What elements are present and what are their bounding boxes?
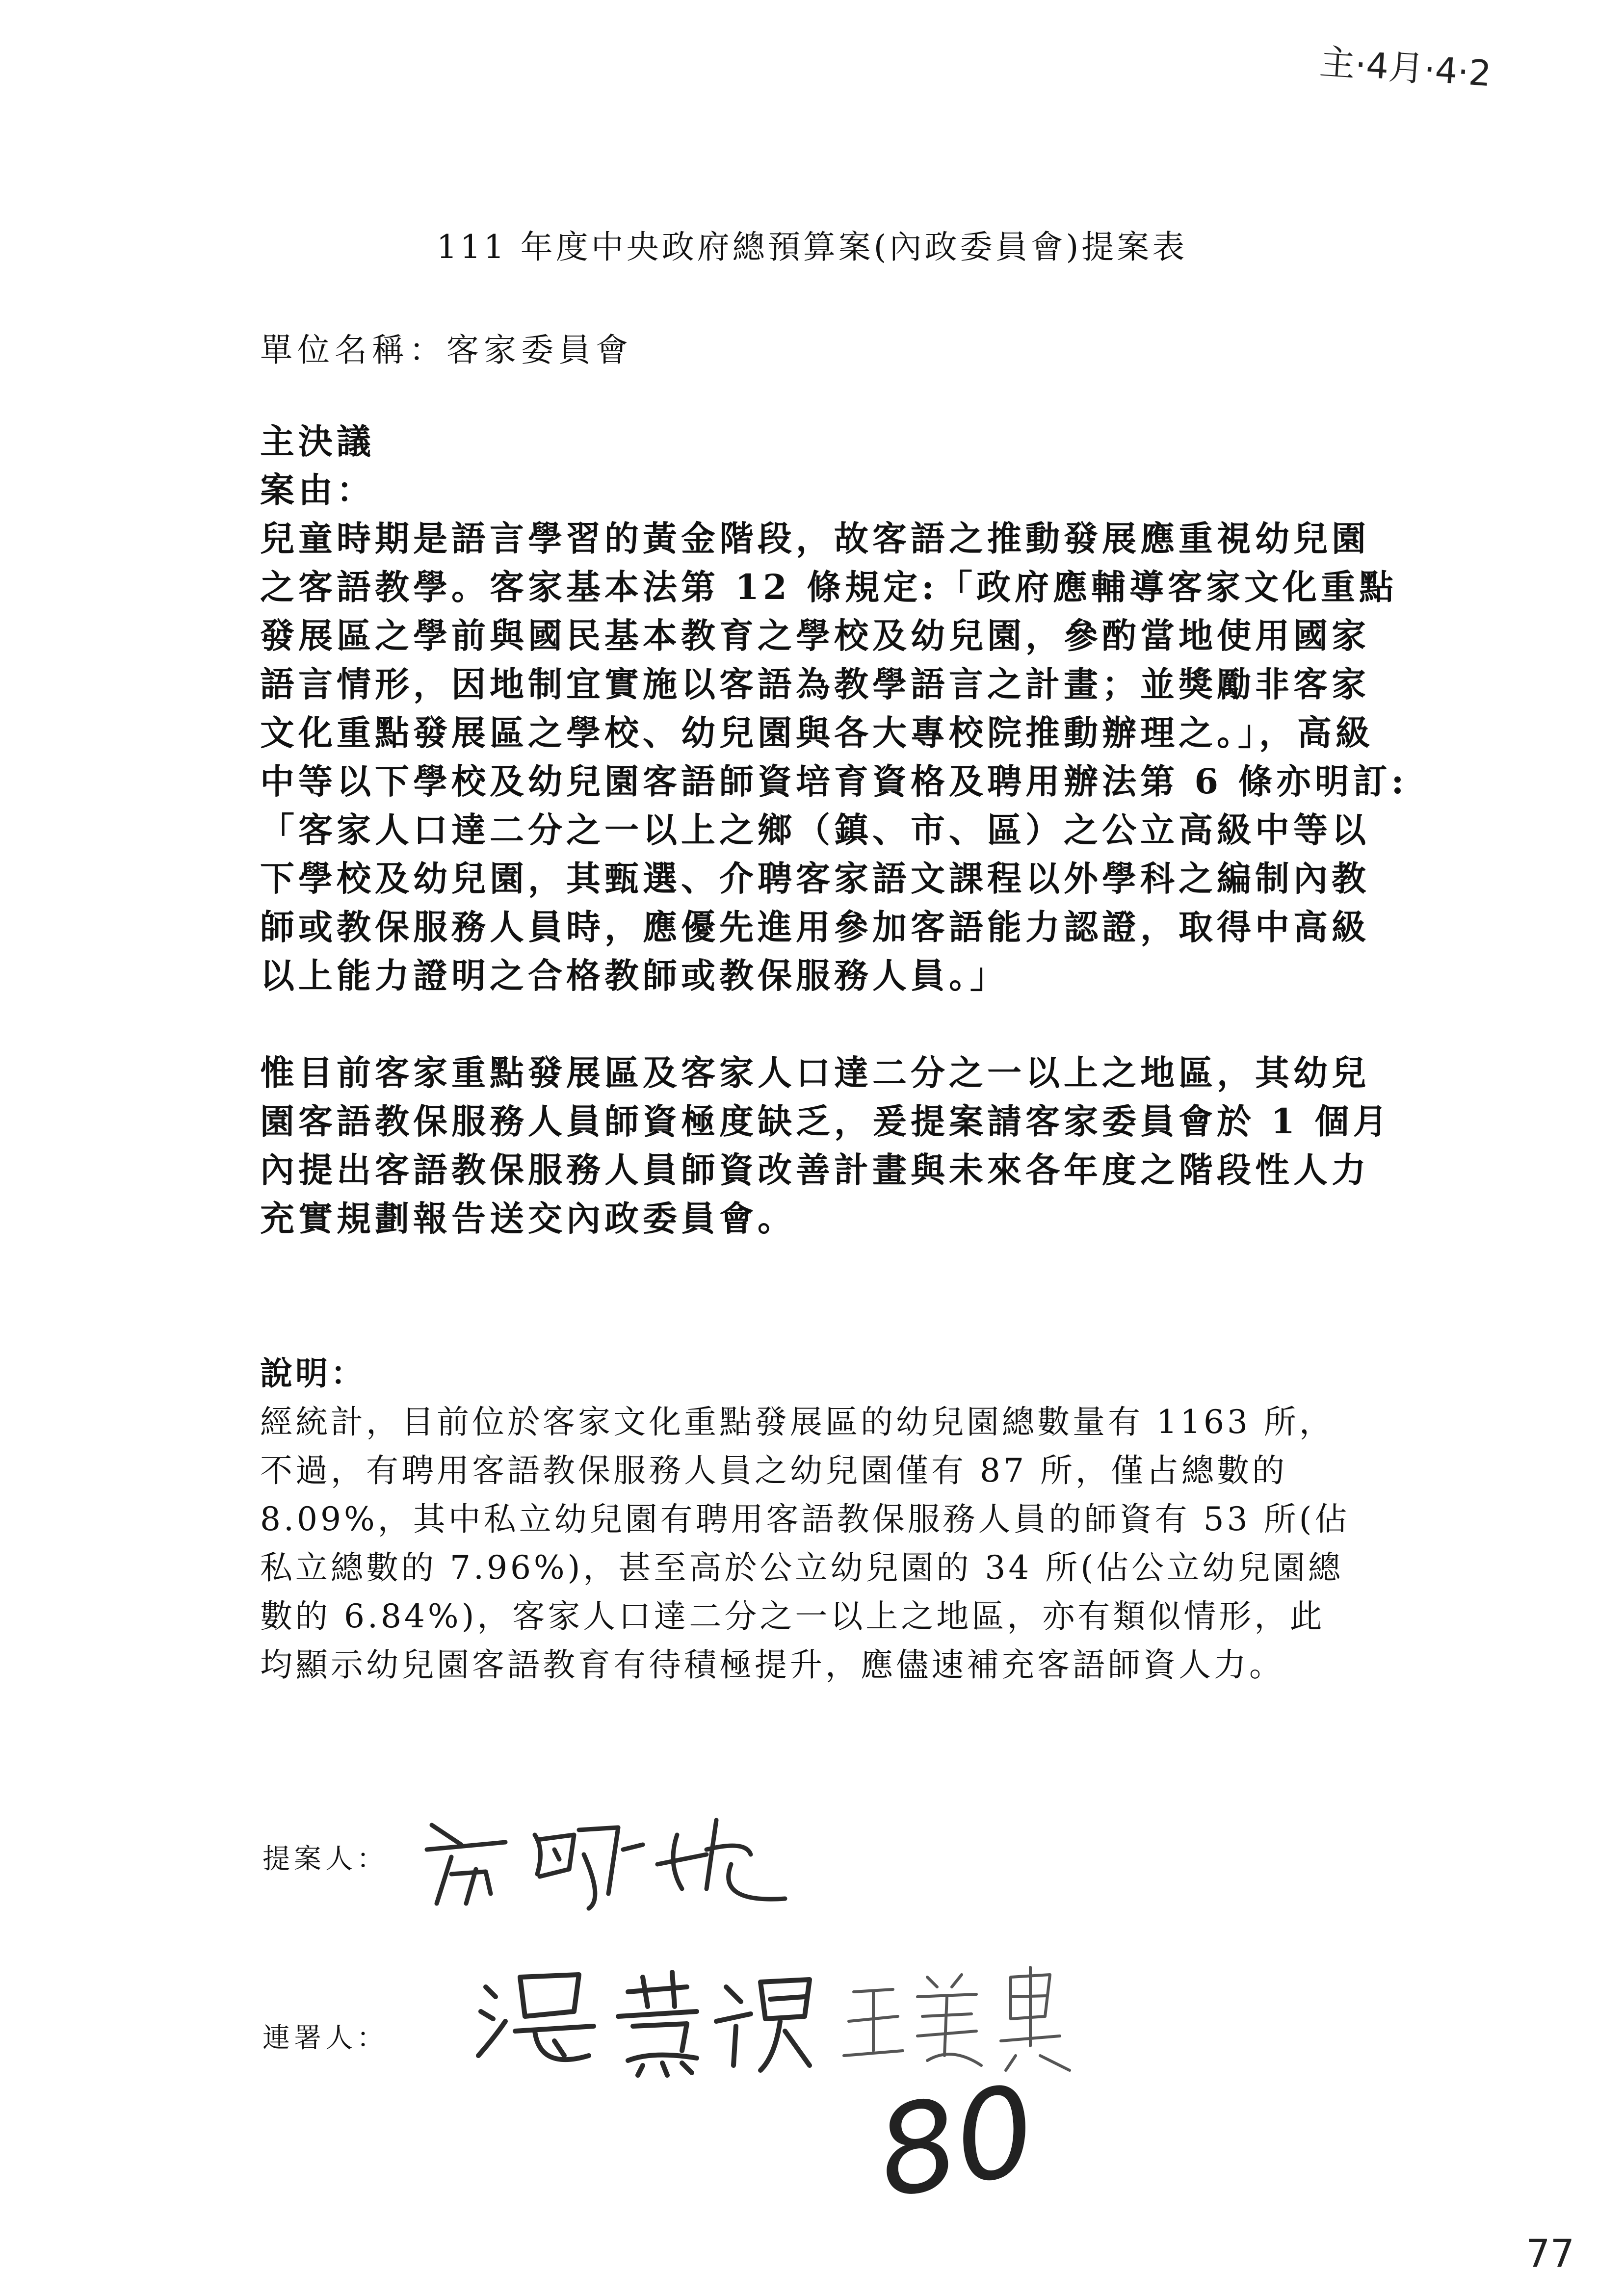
resolution-line: 發展區之學前與國民基本教育之學校及幼兒園，參酌當地使用國家 xyxy=(260,615,1370,656)
handwritten-corner-note: 主·4月·4·2 xyxy=(1318,41,1493,95)
resolution-line: 以上能力證明之合格教師或教保服務人員。」 xyxy=(260,955,1008,996)
cosigner-label: 連署人： xyxy=(262,2022,388,2054)
cosigner-signatures xyxy=(466,1957,1153,2080)
explanation-line: 8.09%，其中私立幼兒園有聘用客語教保服務人員的師資有 53 所(佔 xyxy=(260,1500,1350,1538)
unit-name: 單位名稱：客家委員會 xyxy=(260,331,633,369)
explanation-line: 經統計，目前位於客家文化重點發展區的幼兒園總數量有 1163 所， xyxy=(260,1403,1335,1441)
explanation-line: 數的 6.84%)，客家人口達二分之一以上之地區，亦有類似情形，此 xyxy=(260,1597,1325,1635)
resolution-heading: 主決議 xyxy=(260,421,375,462)
resolution-line xyxy=(260,1000,1388,1048)
resolution-line: 園客語教保服務人員師資極度缺乏，爰提案請客家委員會於 1 個月 xyxy=(260,1101,1391,1142)
resolution-line: 師或教保服務人員時，應優先進用參加客語能力認證，取得中高級 xyxy=(260,907,1370,947)
explanation-heading: 說明： xyxy=(260,1354,366,1392)
resolution-line: 惟目前客家重點發展區及客家人口達二分之一以上之地區，其幼兒 xyxy=(260,1052,1370,1093)
explanation-line: 私立總數的 7.96%)，甚至高於公立幼兒園的 34 所(佔公立幼兒園總 xyxy=(260,1549,1344,1587)
proposer-label: 提案人： xyxy=(262,1843,388,1875)
resolution-line: 語言情形，因地制宜實施以客語為教學語言之計畫；並獎勵非客家 xyxy=(260,664,1370,704)
resolution-line: 兒童時期是語言學習的黃金階段，故客語之推動發展應重視幼兒園 xyxy=(260,518,1370,559)
resolution-section xyxy=(260,417,1408,1243)
resolution-line: 文化重點發展區之學校、幼兒園與各大專校院推動辦理之。」，高級 xyxy=(260,712,1374,753)
handwritten-count-mark: 80 xyxy=(867,2058,1046,2226)
explanation-line: 不過，有聘用客語教保服務人員之幼兒園僅有 87 所，僅占總數的 xyxy=(260,1452,1287,1489)
page-title: 111 年度中央政府總預算案(內政委員會)提案表 xyxy=(436,228,1188,266)
resolution-line: 內提出客語教保服務人員師資改善計畫與未來各年度之階段性人力 xyxy=(260,1149,1370,1190)
proposer-signature xyxy=(412,1791,824,1918)
page-number: 77 xyxy=(1526,2232,1575,2276)
case-label: 案由： xyxy=(260,470,375,510)
explanation-line: 均顯示幼兒園客語教育有待積極提升，應儘速補充客語師資人力。 xyxy=(260,1646,1284,1684)
resolution-line: 中等以下學校及幼兒園客語師資培育資格及聘用辦法第 6 條亦明訂: xyxy=(260,761,1408,802)
resolution-line: 「客家人口達二分之一以上之鄉（鎮、市、區）之公立高級中等以 xyxy=(260,809,1370,850)
resolution-line: 之客語教學。客家基本法第 12 條規定:「政府應輔導客家文化重點 xyxy=(260,567,1397,607)
resolution-line: 充實規劃報告送交內政委員會。 xyxy=(260,1198,796,1239)
explanation-section xyxy=(260,1349,1388,1689)
resolution-line: 下學校及幼兒園，其甄選、介聘客家語文課程以外學科之編制內教 xyxy=(260,858,1370,899)
